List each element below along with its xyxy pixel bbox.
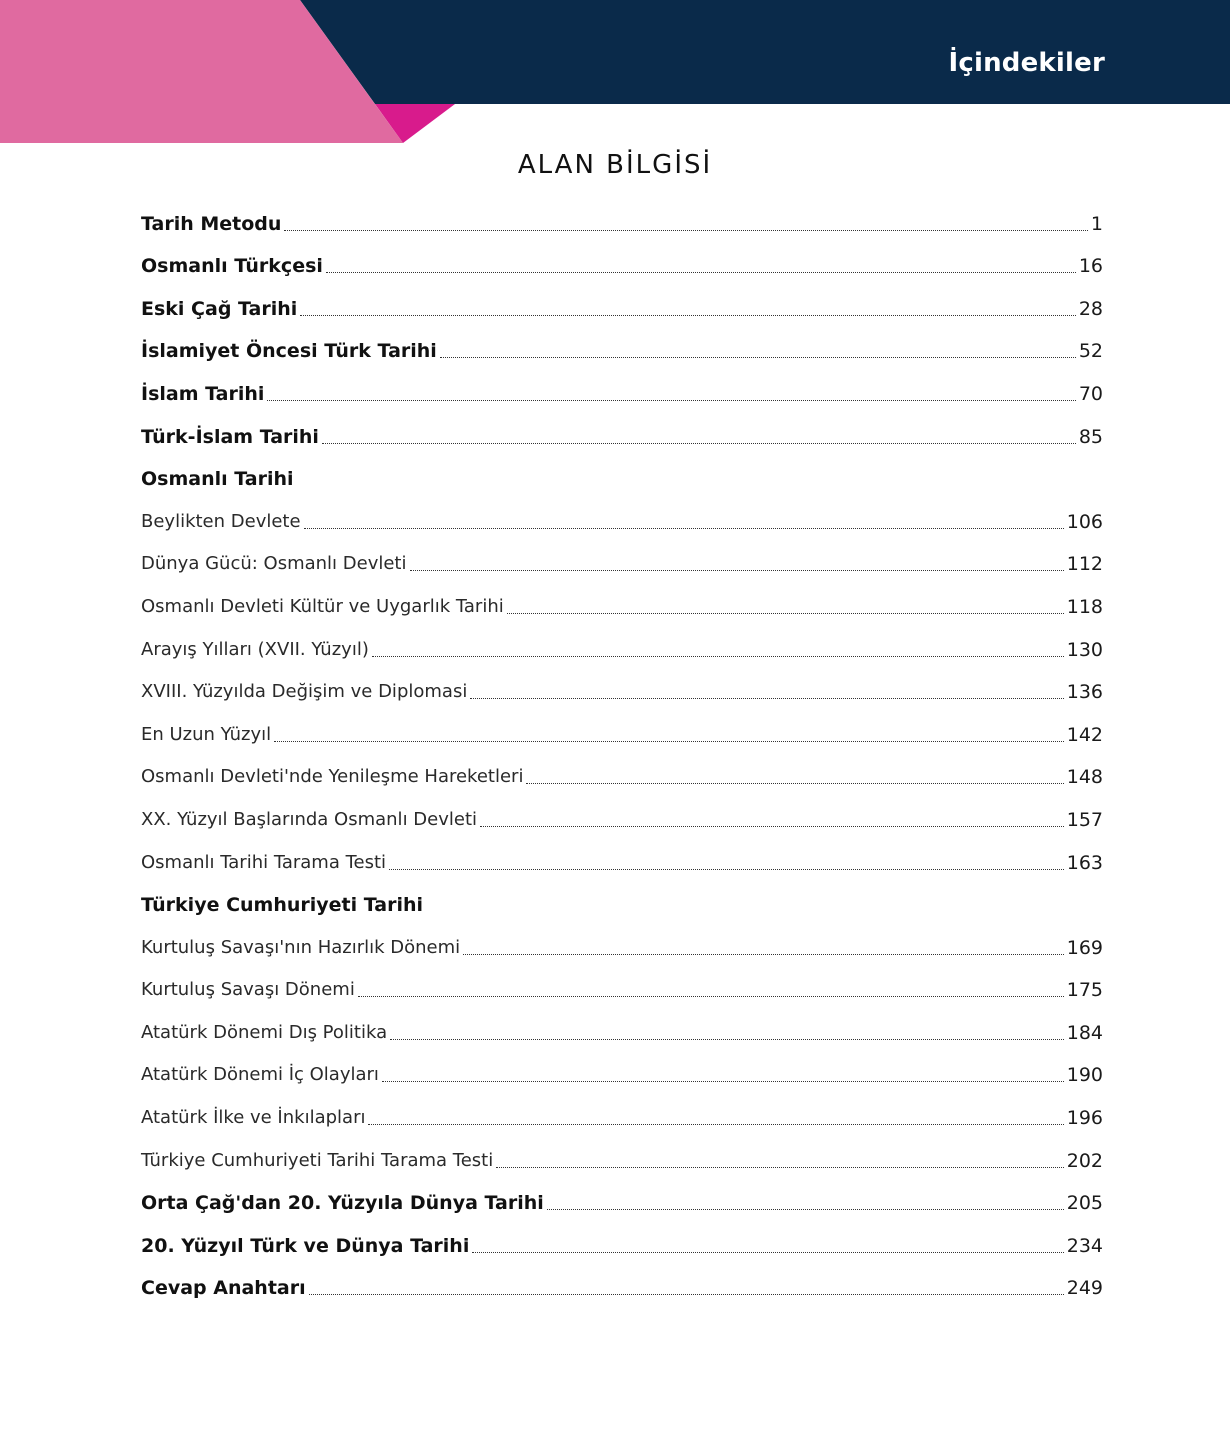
table-of-contents (141, 193, 1103, 1300)
toc-dot-leader (267, 400, 1075, 401)
toc-entry[interactable] (141, 1130, 1103, 1173)
toc-entry[interactable] (141, 491, 1103, 534)
toc-entry[interactable] (141, 534, 1103, 577)
section-title: ALAN BİLGİSİ (517, 150, 713, 180)
toc-dot-leader (440, 357, 1076, 358)
toc-entry-label: Osmanlı Türkçesi (141, 255, 323, 278)
toc-page-number: 70 (1078, 382, 1103, 405)
toc-page-number: 142 (1066, 723, 1103, 746)
toc-entry-label: Türk-İslam Tarihi (141, 425, 319, 448)
toc-page-number: 163 (1066, 851, 1103, 874)
toc-entry-label: Atatürk Dönemi İç Olayları (141, 1064, 379, 1086)
toc-page-number: 85 (1078, 425, 1103, 448)
toc-entry-label: Osmanlı Devleti'nde Yenileşme Hareketleri (141, 766, 524, 788)
toc-page-number: 190 (1066, 1064, 1103, 1087)
toc-entry-label: 20. Yüzyıl Türk ve Dünya Tarihi (141, 1234, 470, 1257)
toc-dot-leader (390, 1039, 1064, 1040)
toc-entry-label: Kurtuluş Savaşı Dönemi (141, 979, 355, 1001)
toc-group-heading (141, 449, 1103, 492)
toc-entry[interactable] (141, 662, 1103, 705)
toc-page-number: 112 (1066, 553, 1103, 576)
toc-page-number: 184 (1066, 1021, 1103, 1044)
toc-dot-leader (274, 741, 1064, 742)
toc-dot-leader (322, 443, 1076, 444)
toc-group-heading (141, 875, 1103, 918)
toc-entry-label: Kurtuluş Savaşı'nın Hazırlık Dönemi (141, 936, 461, 958)
page-header (0, 0, 1230, 145)
toc-entry-label: Atatürk Dönemi Dış Politika (141, 1021, 388, 1043)
toc-dot-leader (284, 230, 1087, 231)
toc-dot-leader (463, 954, 1064, 955)
toc-dot-leader (526, 783, 1063, 784)
toc-dot-leader (472, 1252, 1063, 1253)
toc-entry[interactable] (141, 321, 1103, 364)
toc-entry-label: Dünya Gücü: Osmanlı Devleti (141, 553, 407, 575)
toc-page-number: 202 (1066, 1149, 1103, 1172)
toc-entry-label: Osmanlı Tarihi Tarama Testi (141, 851, 387, 873)
toc-entry[interactable] (141, 236, 1103, 279)
toc-dot-leader (326, 272, 1076, 273)
toc-dot-leader (382, 1081, 1064, 1082)
toc-entry-label: Cevap Anahtarı (141, 1277, 306, 1300)
toc-dot-leader (480, 826, 1064, 827)
toc-entry[interactable] (141, 1173, 1103, 1216)
toc-page-number: 249 (1066, 1277, 1103, 1300)
toc-entry[interactable] (141, 789, 1103, 832)
toc-entry[interactable] (141, 193, 1103, 236)
toc-page-number: 196 (1066, 1107, 1103, 1130)
header-title: İçindekiler (948, 48, 1105, 78)
toc-entry-label: Beylikten Devlete (141, 510, 301, 532)
toc-entry-label: En Uzun Yüzyıl (141, 723, 272, 745)
toc-dot-leader (547, 1209, 1064, 1210)
toc-page-number: 148 (1066, 766, 1103, 789)
toc-entry[interactable] (141, 1215, 1103, 1258)
toc-entry-label: Türkiye Cumhuriyeti Tarihi (141, 894, 424, 917)
toc-entry-label: İslam Tarihi (141, 382, 265, 405)
toc-entry[interactable] (141, 917, 1103, 960)
toc-page-number: 28 (1078, 297, 1103, 320)
toc-entry[interactable] (141, 747, 1103, 790)
toc-page-number: 52 (1078, 340, 1103, 363)
toc-entry-label: XVIII. Yüzyılda Değişim ve Diplomasi (141, 681, 468, 703)
toc-entry-label: Eski Çağ Tarihi (141, 297, 298, 320)
toc-dot-leader (389, 869, 1064, 870)
toc-entry-label: İslamiyet Öncesi Türk Tarihi (141, 340, 437, 363)
toc-page-number: 169 (1066, 936, 1103, 959)
toc-page-number: 157 (1066, 808, 1103, 831)
toc-dot-leader (368, 1124, 1063, 1125)
toc-dot-leader (309, 1294, 1064, 1295)
toc-page-number: 136 (1066, 681, 1103, 704)
toc-entry[interactable] (141, 832, 1103, 875)
toc-entry[interactable] (141, 960, 1103, 1003)
toc-page-number: 106 (1066, 510, 1103, 533)
toc-entry[interactable] (141, 704, 1103, 747)
toc-entry-label: Orta Çağ'dan 20. Yüzyıla Dünya Tarihi (141, 1192, 544, 1215)
toc-dot-leader (300, 315, 1076, 316)
toc-page-number: 234 (1066, 1234, 1103, 1257)
toc-page-number: 1 (1090, 212, 1103, 235)
toc-entry[interactable] (141, 406, 1103, 449)
toc-entry-label: XX. Yüzyıl Başlarında Osmanlı Devleti (141, 808, 478, 830)
toc-entry[interactable] (141, 619, 1103, 662)
toc-dot-leader (496, 1167, 1064, 1168)
toc-entry-label: Tarih Metodu (141, 212, 282, 235)
toc-entry[interactable] (141, 363, 1103, 406)
toc-entry-label: Arayış Yılları (XVII. Yüzyıl) (141, 638, 369, 660)
toc-entry[interactable] (141, 1087, 1103, 1130)
toc-entry[interactable] (141, 1002, 1103, 1045)
toc-dot-leader (372, 656, 1064, 657)
toc-page-number: 205 (1066, 1192, 1103, 1215)
toc-entry[interactable] (141, 1258, 1103, 1301)
toc-entry-label: Osmanlı Devleti Kültür ve Uygarlık Tarihi (141, 595, 504, 617)
toc-entry[interactable] (141, 278, 1103, 321)
toc-entry[interactable] (141, 1045, 1103, 1088)
toc-page-number: 175 (1066, 979, 1103, 1002)
toc-dot-leader (507, 613, 1064, 614)
toc-page-number: 118 (1066, 595, 1103, 618)
toc-entry[interactable] (141, 576, 1103, 619)
toc-page-number: 16 (1078, 255, 1103, 278)
toc-dot-leader (304, 528, 1064, 529)
toc-dot-leader (470, 698, 1063, 699)
toc-dot-leader (358, 996, 1064, 997)
toc-dot-leader (410, 570, 1064, 571)
toc-entry-label: Türkiye Cumhuriyeti Tarihi Tarama Testi (141, 1149, 494, 1171)
toc-page-number: 130 (1066, 638, 1103, 661)
toc-entry-label: Atatürk İlke ve İnkılapları (141, 1107, 366, 1129)
toc-entry-label: Osmanlı Tarihi (141, 468, 294, 491)
